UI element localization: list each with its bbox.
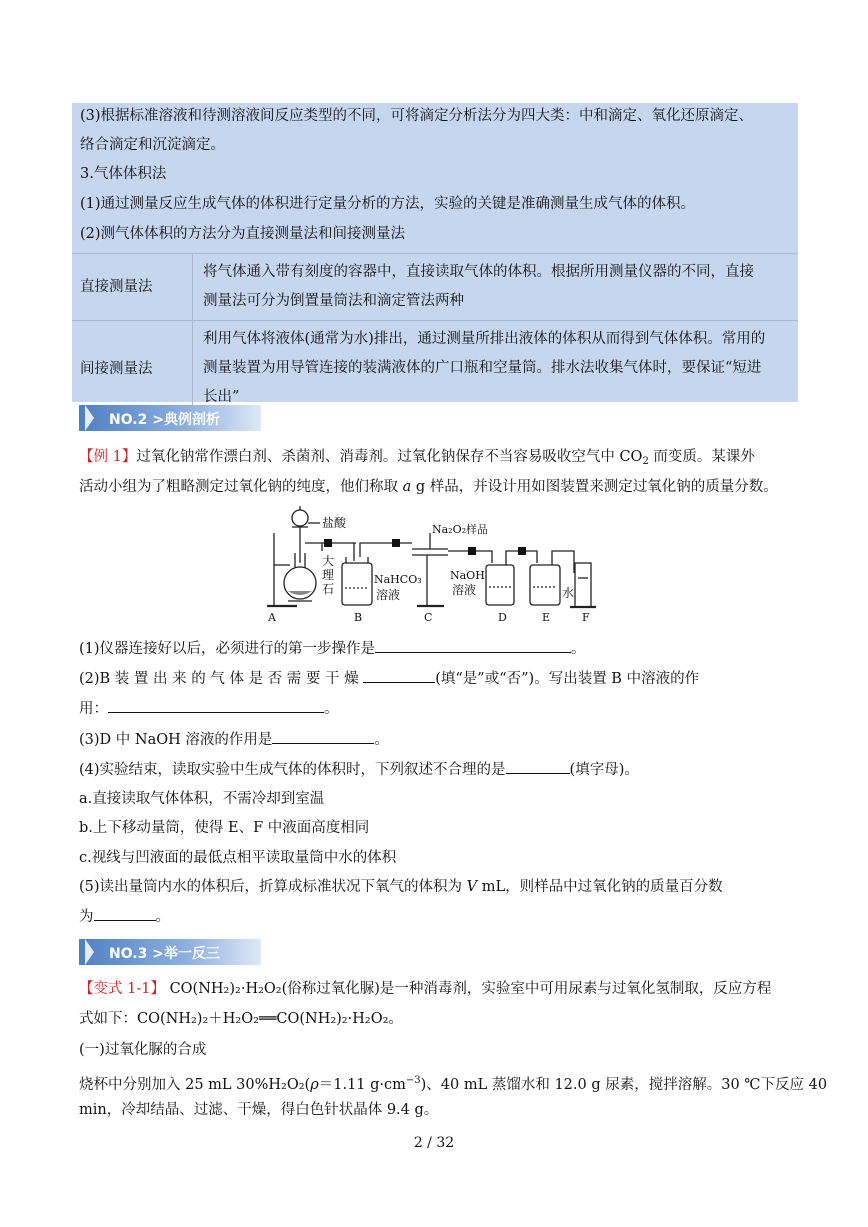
label-marble: 理 (322, 568, 335, 582)
chevron-icon (85, 939, 94, 965)
text: (5)读出量筒内水的体积后，折算成标准状况下氧气的体积为 (79, 879, 467, 895)
text: 。 (374, 732, 389, 748)
text: mL，则样品中过氧化钠的质量百分数 (477, 879, 723, 895)
option-a: a.直接读取气体体积，不需冷却到室温 (79, 791, 325, 807)
option-c: c.视线与凹液面的最低点相平读取量筒中水的体积 (79, 850, 397, 866)
label-b: B (354, 611, 363, 624)
label-marble: 石 (322, 582, 335, 596)
paragraph: 络合滴定和沉淀滴定。 (80, 137, 225, 153)
example-line (79, 447, 755, 472)
variable: a (402, 479, 412, 495)
question-2-cont (79, 698, 339, 719)
variable: ρ (310, 1077, 319, 1093)
question-1 (79, 638, 586, 659)
variant-subheading: (一)过氧化脲的合成 (79, 1042, 207, 1058)
text: 。 (155, 909, 170, 925)
subscript: 2 (642, 456, 649, 467)
gas-volume-table (72, 253, 798, 416)
section-header-variants (79, 939, 261, 965)
variant-line: min，冷却结晶、过滤、干燥，得白色针状晶体 9.4 g。 (79, 1102, 439, 1118)
label-nahco3: NaHCO₃ (374, 573, 422, 586)
section-heading: 3.气体体积法 (80, 166, 167, 182)
answer-blank[interactable] (375, 638, 571, 653)
text: 烧杯中分别加入 25 mL 30%H₂O₂( (79, 1077, 311, 1093)
clip (468, 547, 476, 555)
variant-line (79, 979, 771, 999)
page-number: 2 / 32 (413, 1135, 455, 1151)
label-na2o2: Na₂O₂样品 (432, 523, 489, 536)
answer-blank[interactable] (94, 906, 156, 921)
variant-line (79, 1071, 827, 1095)
label-hcl: 盐酸 (322, 516, 347, 530)
text: 活动小组为了粗略测定过氧化钠的纯度，他们称取 (79, 479, 403, 495)
question-3 (79, 729, 389, 750)
label-e: E (542, 611, 551, 624)
text: g 样品，并设计用如图装置来测定过氧化钠的质量分数。 (411, 479, 778, 495)
table-line: 将气体通入带有刻度的容器中，直接读取气体的体积。根据所用测量仪器的不同，直接 (203, 264, 754, 280)
table-cell-label: 间接测量法 (72, 321, 193, 417)
table-line: 测量法可分为倒置量筒法和滴定管法两种 (203, 293, 464, 309)
table-line: 利用气体将液体(通常为水)排出，通过测量所排出液体的体积从而得到气体体积。常用的 (203, 331, 766, 347)
text: CO(NH₂)₂·H₂O₂(俗称过氧化脲)是一种消毒剂，实验室中可用尿素与过氧化氢制取，反应方程 (164, 981, 772, 997)
apparatus-diagram (262, 503, 607, 627)
label-solution-b: 溶液 (376, 588, 401, 602)
clip (518, 547, 526, 555)
table-line: 长出” (203, 389, 240, 405)
text: 用： (79, 701, 108, 717)
table-cell-text (193, 321, 799, 417)
question-2 (79, 668, 699, 689)
paragraph: (3)根据标准溶液和待测溶液间反应类型的不同，可将滴定分析法分为四大类：中和滴定、氧化还原滴定、 (80, 108, 754, 124)
answer-blank[interactable] (363, 668, 435, 683)
superscript: −3 (405, 1075, 421, 1086)
example-line (79, 477, 778, 497)
label-d: D (498, 611, 507, 624)
text: (填字母)。 (569, 762, 639, 778)
question-4 (79, 759, 639, 780)
table-row (72, 254, 798, 321)
example-tag: 【例 1】 (79, 449, 137, 465)
label-a: A (268, 611, 276, 624)
section-title: NO.3 >举一反三 (109, 946, 220, 962)
answer-blank[interactable] (108, 698, 324, 713)
wash-bottle-d (486, 565, 514, 605)
table-row (72, 321, 798, 417)
method-summary-box (72, 103, 798, 405)
text: 。 (571, 641, 586, 657)
clip (392, 539, 400, 547)
clip (324, 539, 332, 547)
label-f: F (582, 611, 590, 624)
separatory-funnel (292, 510, 308, 526)
question-5-cont (79, 906, 170, 927)
chevron-icon (85, 405, 94, 431)
answer-blank[interactable] (506, 759, 570, 774)
text: (填“是”或“否”)。写出装置 B 中溶液的作 (435, 671, 700, 687)
answer-blank[interactable] (272, 729, 374, 744)
label-c: C (424, 611, 433, 624)
variable: V (466, 879, 478, 895)
paragraph: (2)测气体体积的方法分为直接测量法和间接测量法 (80, 226, 406, 242)
wash-bottle-b (342, 563, 372, 605)
text: (2)B 装 置 出 来 的 气 体 是 否 需 要 干 燥 (79, 671, 359, 687)
text: ＝1.11 g·cm (318, 1077, 406, 1093)
text: 而变质。某课外 (648, 449, 755, 465)
text: 为 (79, 909, 94, 925)
text: )、40 mL 蒸馏水和 12.0 g 尿素，搅拌溶解。30 ℃下反应 40 (420, 1077, 828, 1093)
section-header-examples (79, 405, 261, 431)
text: (4)实验结束，读取实验中生成气体的体积时，下列叙述不合理的是 (79, 762, 506, 778)
variant-line: 式如下：CO(NH₂)₂＋H₂O₂══CO(NH₂)₂·H₂O₂。 (79, 1011, 403, 1027)
table-cell-label: 直接测量法 (72, 254, 193, 321)
connecting-tube (305, 543, 322, 551)
label-naoh: NaOH (450, 569, 485, 582)
section-title: NO.2 >典例剖析 (109, 412, 220, 428)
text: (1)仪器连接好以后，必须进行的第一步操作是 (79, 641, 376, 657)
table-line: 测量装置为用导管连接的装满液体的广口瓶和空量筒。排水法收集气体时，要保证“短进 (203, 360, 762, 376)
text: 过氧化钠常作漂白剂、杀菌剂、消毒剂。过氧化钠保存不当容易吸收空气中 CO (136, 449, 643, 465)
option-b: b.上下移动量筒，使得 E、F 中液面高度相同 (79, 820, 370, 836)
label-water: 水 (562, 586, 575, 600)
label-solution-d: 溶液 (452, 583, 477, 597)
variant-tag: 【变式 1-1】 (79, 981, 165, 997)
label-marble: 大 (322, 554, 335, 568)
wash-bottle-e (530, 565, 560, 605)
text: 。 (324, 701, 339, 717)
text: (3)D 中 NaOH 溶液的作用是 (79, 732, 273, 748)
question-5 (79, 877, 723, 897)
table-cell-text (193, 254, 799, 321)
paragraph: (1)通过测量反应生成气体的体积进行定量分析的方法，实验的关键是准确测量生成气体的体积。 (80, 196, 696, 212)
measuring-cylinder-f (575, 563, 591, 607)
